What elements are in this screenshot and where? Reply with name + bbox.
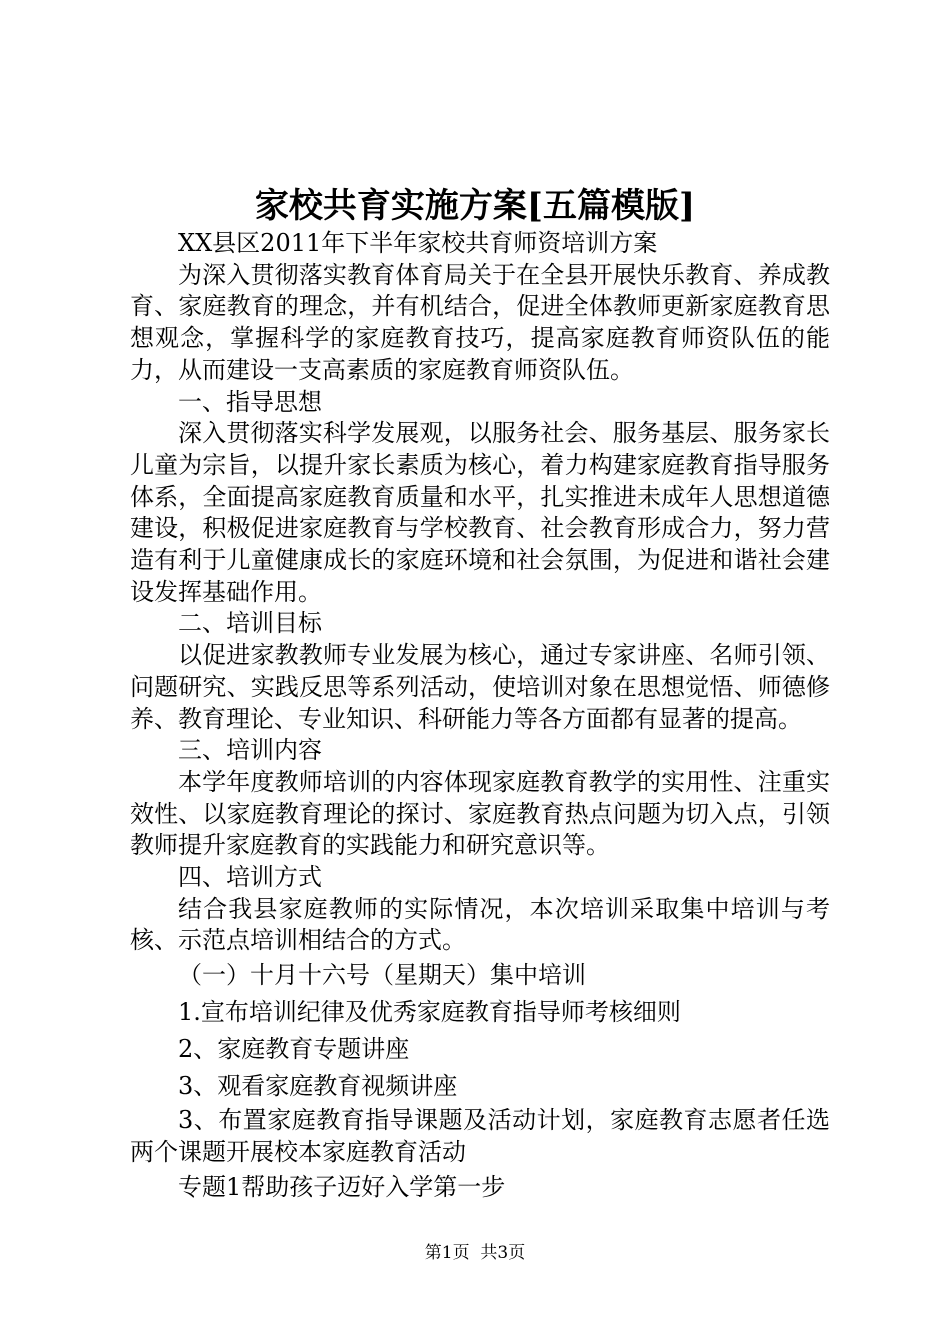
page-footer: [0, 1242, 950, 1264]
topic-line: 专题1帮助孩子迈好入学第一步: [178, 1172, 506, 1201]
step-item: 2、家庭教育专题讲座: [178, 1035, 410, 1064]
section-paragraph: 深入贯彻落实科学发展观，以服务社会、服务基层、服务家长儿童为宗旨，以提升家长素质为核心，着力构建家庭教育指导服务体系，全面提高家庭教育质量和水平，扎实推进未成年人思想道德建设，积极促进家庭教育与学校教育、社会教育形成合力，努力营造有利于儿童健康成长的家庭环境和社会氛围，为促进和谐社会建设发挥基础作用。: [130, 419, 830, 606]
document-body: [130, 228, 830, 1206]
page-number: 第1页: [424, 1243, 470, 1263]
section-heading: 二、培训目标: [178, 609, 322, 638]
subtitle: XX县区2011年下半年家校共育师资培训方案: [178, 229, 658, 257]
section-paragraph: 本学年度教师培训的内容体现家庭教育教学的实用性、注重实效性、以家庭教育理论的探讨、家庭教育热点问题为切入点，引领教师提升家庭教育的实践能力和研究意识等。: [130, 767, 830, 860]
step-item: 3、观看家庭教育视频讲座: [178, 1072, 458, 1101]
step-item: 1.宣布培训纪律及优秀家庭教育指导师考核细则: [178, 998, 681, 1027]
document-title: 家校共育实施方案[五篇模版]: [254, 186, 696, 226]
section-paragraph: 以促进家教教师专业发展为核心，通过专家讲座、名师引领、问题研究、实践反思等系列活动，使培训对象在思想觉悟、师德修养、教育理论、专业知识、科研能力等各方面都有显著的提高。: [130, 641, 830, 733]
page-total: 共3页: [480, 1243, 526, 1263]
section-heading: 三、培训内容: [178, 736, 322, 765]
session-heading: （一）十月十六号（星期天）集中培训: [178, 961, 586, 990]
section-paragraph: 结合我县家庭教师的实际情况，本次培训采取集中培训与考核、示范点培训相结合的方式。: [130, 894, 830, 955]
step-item: 3、布置家庭教育指导课题及活动计划，家庭教育志愿者任选两个课题开展校本家庭教育活动: [130, 1106, 830, 1166]
section-heading: 四、培训方式: [178, 863, 322, 892]
intro-paragraph: 为深入贯彻落实教育体育局关于在全县开展快乐教育、养成教育、家庭教育的理念，并有机结合，促进全体教师更新家庭教育思想观念，掌握科学的家庭教育技巧，提高家庭教育师资队伍的能力，从而建设一支高素质的家庭教育师资队伍。: [130, 260, 830, 384]
section-heading: 一、指导思想: [178, 387, 322, 416]
